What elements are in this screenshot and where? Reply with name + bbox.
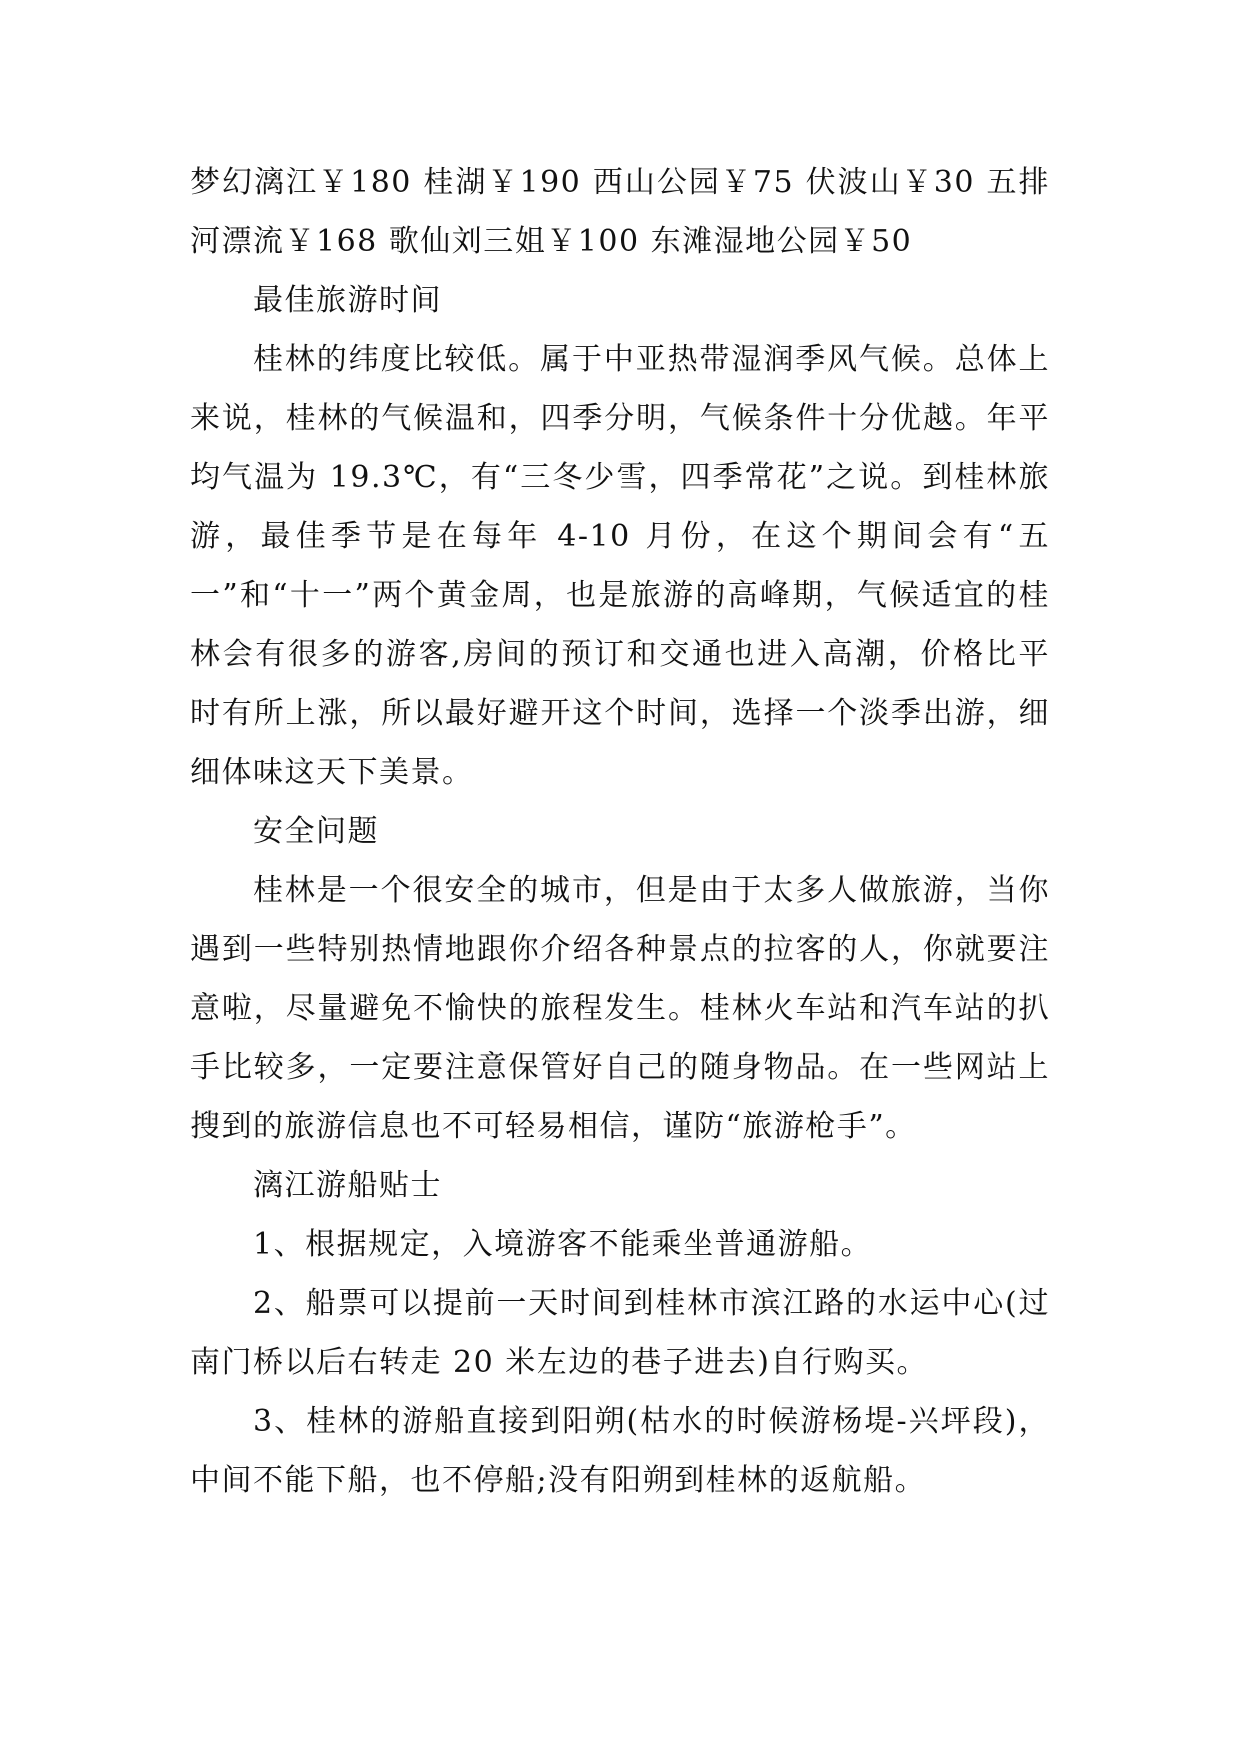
best-time-paragraph: 桂林的纬度比较低。属于中亚热带湿润季风气候。总体上来说，桂林的气候温和，四季分明，气候条件十分优越。年平均气温为 19.3℃，有“三冬少雪，四季常花”之说。到桂林旅游，最佳季节是在每年 4-10 月份，在这个期间会有“五一”和“十一”两个黄金周，也是旅游的高峰期，气候适宜的桂林会有很多的游客,房间的预订和交通也进入高潮，价格比平时有所上涨，所以最好避开这个时间，选择一个淡季出游，细细体味这天下美景。 [190,342,1050,790]
cruise-tip-item: 2、船票可以提前一天时间到桂林市滨江路的水运中心(过南门桥以后右转走 20 米左边的巷子进去)自行购买。 [190,1286,1050,1380]
ticket-prices-paragraph: 梦幻漓江￥180 桂湖￥190 西山公园￥75 伏波山￥30 五排河漂流￥168 歌仙刘三姐￥100 东滩湿地公园￥50 [190,165,1050,259]
cruise-tip-item: 3、桂林的游船直接到阳朔(枯水的时候游杨堤-兴坪段)，中间不能下船，也不停船;没有阳朔到桂林的返航船。 [190,1404,1050,1498]
safety-heading: 安全问题 [253,814,379,849]
safety-paragraph: 桂林是一个很安全的城市，但是由于太多人做旅游，当你遇到一些特别热情地跟你介绍各种景点的拉客的人，你就要注意啦，尽量避免不愉快的旅程发生。桂林火车站和汽车站的扒手比较多，一定要注意保管好自己的随身物品。在一些网站上搜到的旅游信息也不可轻易相信，谨防“旅游枪手”。 [190,873,1050,1144]
cruise-tips-heading: 漓江游船贴士 [253,1168,442,1203]
document-body [190,153,1050,1510]
cruise-tip-item: 1、根据规定，入境游客不能乘坐普通游船。 [253,1227,873,1262]
best-time-heading: 最佳旅游时间 [253,283,442,318]
